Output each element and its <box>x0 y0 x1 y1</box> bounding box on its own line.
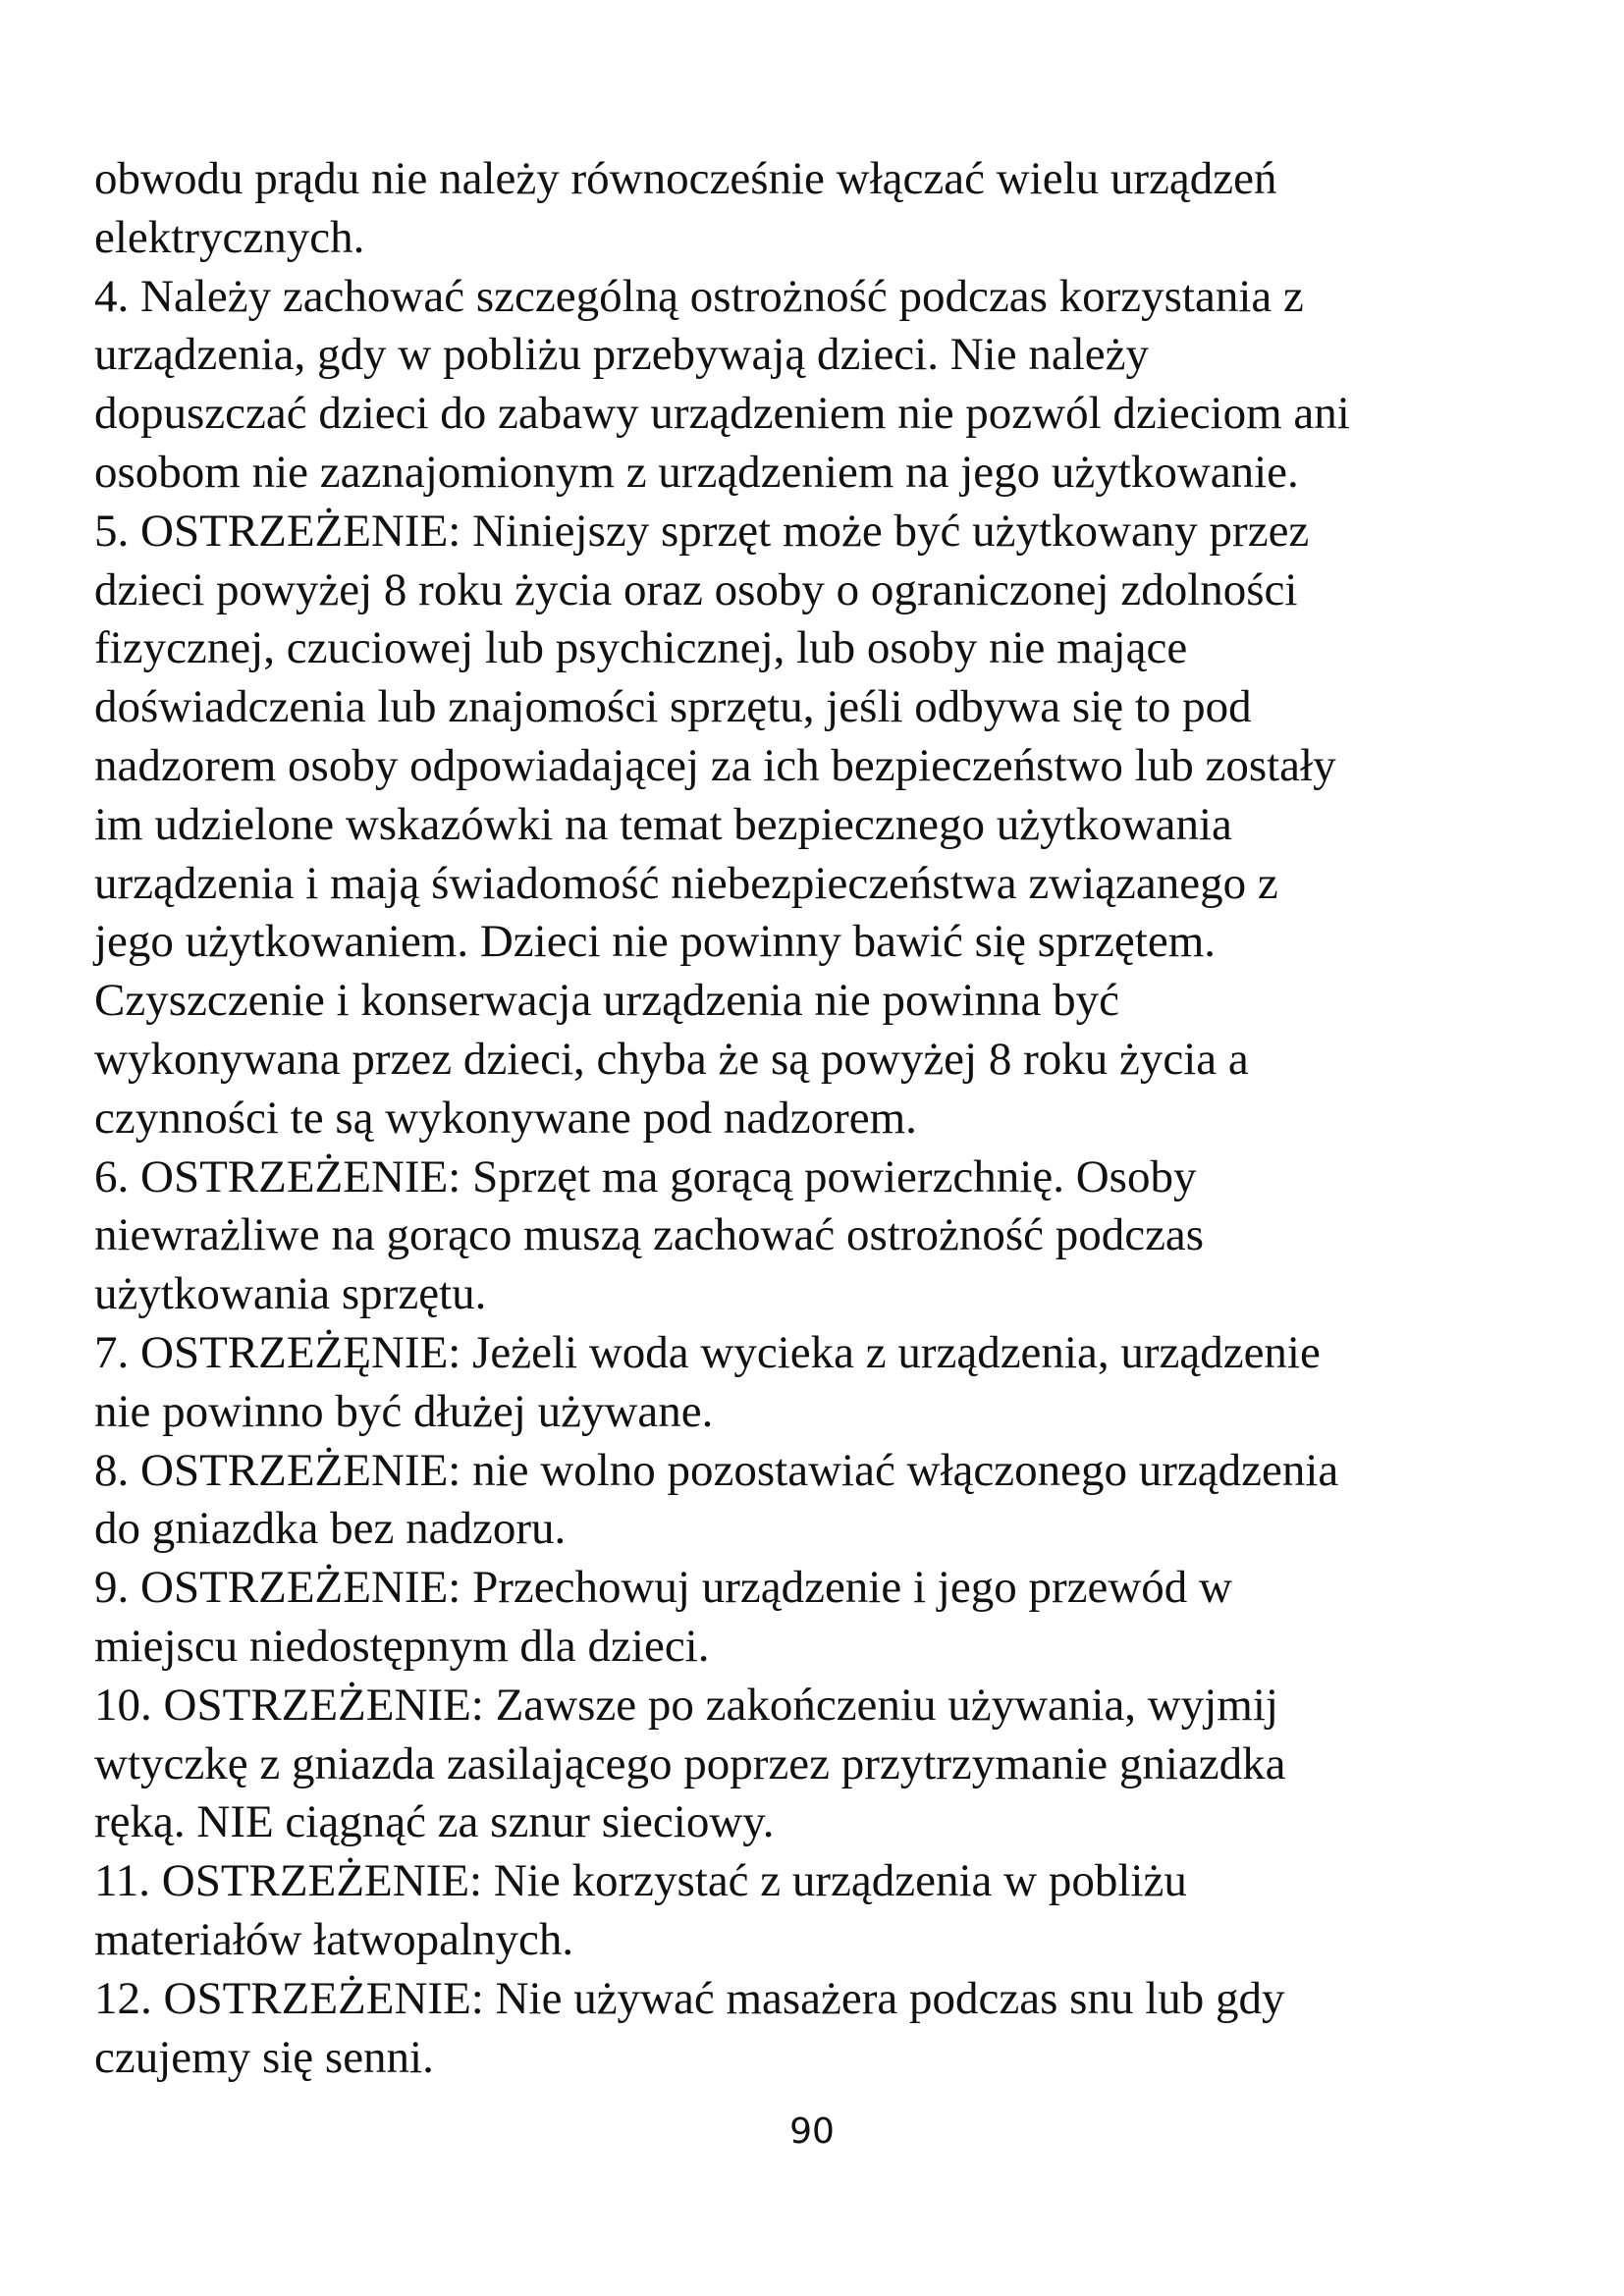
text-line: 11. OSTRZEŻENIE: Nie korzystać z urządzenia w pobliżu <box>94 1855 1187 1907</box>
text-line: elektrycznych. <box>94 211 365 263</box>
text-line: materiałów łatwopalnych. <box>94 1913 574 1965</box>
text-line: czynności te są wykonywane pod nadzorem. <box>94 1092 917 1144</box>
page-number: 90 <box>789 2111 835 2152</box>
text-line: użytkowania sprzętu. <box>94 1268 487 1320</box>
text-line: nie powinno być dłużej używane. <box>94 1385 714 1437</box>
text-line: dzieci powyżej 8 roku życia oraz osoby o ograniczonej zdolności <box>94 563 1298 615</box>
text-line: wykonywana przez dzieci, chyba że są powyżej 8 roku życia a <box>94 1033 1249 1085</box>
text-line: do gniazdka bez nadzoru. <box>94 1503 567 1555</box>
text-line: osobom nie zaznajomionym z urządzeniem na jego użytkowanie. <box>94 446 1299 498</box>
text-line: urządzenia i mają świadomość niebezpieczeństwa związanego z <box>94 857 1278 909</box>
text-line: nadzorem osoby odpowiadającej za ich bezpieczeństwo lub zostały <box>94 739 1336 791</box>
text-line: fizycznej, czuciowej lub psychicznej, lub osoby nie mające <box>94 622 1188 674</box>
text-line: obwodu prądu nie należy równocześnie włączać wielu urządzeń <box>94 153 1277 204</box>
text-line: ręką. NIE ciągnąć za sznur sieciowy. <box>94 1796 775 1848</box>
text-line: miejscu niedostępnym dla dzieci. <box>94 1620 710 1672</box>
text-line: doświadczenia lub znajomości sprzętu, jeśli odbywa się to pod <box>94 681 1252 733</box>
text-line: 4. Należy zachować szczególną ostrożność podczas korzystania z <box>94 270 1304 322</box>
text-line: czujemy się senni. <box>94 2031 434 2083</box>
text-line: niewrażliwe na gorąco muszą zachować ostrożność podczas <box>94 1209 1205 1261</box>
text-line: 8. OSTRZEŻENIE: nie wolno pozostawiać włączonego urządzenia <box>94 1444 1339 1496</box>
text-line: Czyszczenie i konserwacja urządzenia nie powinna być <box>94 975 1119 1027</box>
text-line: wtyczkę z gniazda zasilającego poprzez przytrzymanie gniazdka <box>94 1737 1286 1789</box>
text-line: 9. OSTRZEŻENIE: Przechowuj urządzenie i jego przewód w <box>94 1562 1232 1614</box>
text-line: 6. OSTRZEŻENIE: Sprzęt ma gorącą powierzchnię. Osoby <box>94 1150 1197 1202</box>
text-line: im udzielone wskazówki na temat bezpiecznego użytkowania <box>94 798 1232 850</box>
text-line: 7. OSTRZEŻĘNIE: Jeżeli woda wycieka z urządzenia, urządzenie <box>94 1326 1321 1378</box>
text-line: 10. OSTRZEŻENIE: Zawsze po zakończeniu używania, wyjmij <box>94 1679 1278 1731</box>
text-line: urządzenia, gdy w pobliżu przebywają dzieci. Nie należy <box>94 329 1149 381</box>
text-line: 12. OSTRZEŻENIE: Nie używać masażera podczas snu lub gdy <box>94 1972 1285 2024</box>
text-line: 5. OSTRZEŻENIE: Niniejszy sprzęt może być użytkowany przez <box>94 505 1310 557</box>
text-line: dopuszczać dzieci do zabawy urządzeniem nie pozwól dzieciom ani <box>94 388 1350 440</box>
safety-instructions-text <box>94 150 1538 2087</box>
text-line: jego użytkowaniem. Dzieci nie powinny bawić się sprzętem. <box>94 916 1216 968</box>
